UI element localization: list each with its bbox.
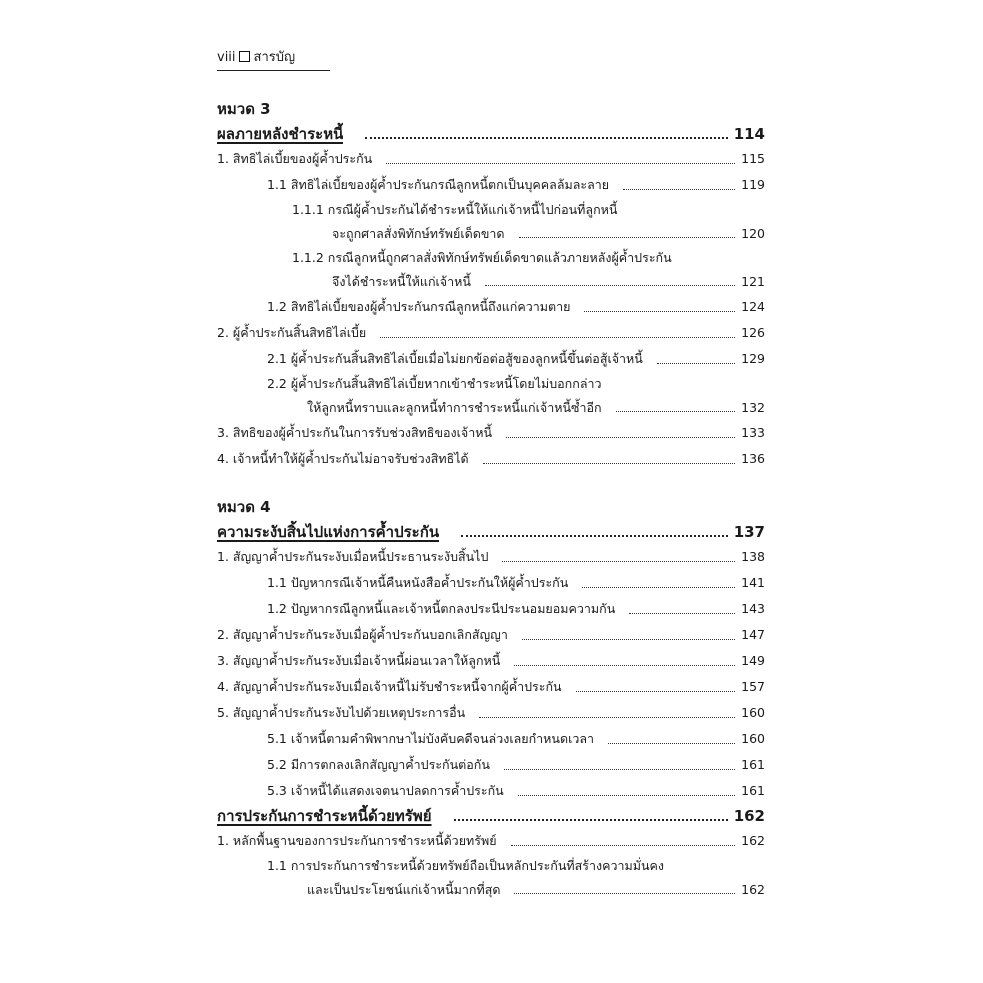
dot-leader [584,311,735,312]
toc-page-number: 132 [741,400,765,415]
toc-entry[interactable] [217,246,765,294]
dot-leader [514,893,735,894]
toc-page-number: 143 [741,601,765,616]
dot-leader [511,845,736,846]
toc-entry-title: 2. สัญญาค้ำประกันระงับเมื่อผู้ค้ำประกันบอกเลิกสัญญา [217,627,508,642]
dot-leader [502,561,735,562]
running-head-title: สารบัญ [253,50,296,65]
toc-entry[interactable] [217,828,765,854]
chapter-label: หมวด 3 [217,100,271,118]
toc-entry[interactable] [217,420,765,446]
dot-leader [485,285,735,286]
toc-heading[interactable] [217,122,765,146]
dot-leader [518,795,735,796]
dot-leader [657,363,735,364]
toc-entry-title-continued: จะถูกศาลสั่งพิทักษ์ทรัพย์เด็ดขาด [332,226,505,241]
toc-heading-title: ผลภายหลังชำระหนี้ [217,125,344,143]
toc-page-number: 124 [741,299,765,314]
toc-page-number: 129 [741,351,765,366]
toc-entry[interactable] [217,778,765,804]
toc-entry[interactable] [217,726,765,752]
toc-entry[interactable] [217,294,765,320]
toc-entry[interactable] [217,854,765,902]
toc-page-number: 162 [733,807,765,825]
toc-page-number: 147 [741,627,765,642]
toc-entry-title-continued: ให้ลูกหนี้ทราบและลูกหนี้ทำการชำระหนี้แก่เจ้าหนี้ซ้ำอีก [307,400,602,415]
toc-page-number: 137 [733,523,765,541]
toc-entry-title: 1.1.2 กรณีลูกหนี้ถูกศาลสั่งพิทักษ์ทรัพย์เด็ดขาดแล้วภายหลังผู้ค้ำประกัน [292,250,672,265]
toc-page-number: 161 [741,783,765,798]
toc-page-number: 138 [741,549,765,564]
dot-leader [623,189,735,190]
toc-entry-title: 1.1.1 กรณีผู้ค้ำประกันได้ชำระหนี้ให้แก่เจ้าหนี้ไปก่อนที่ลูกหนี้ [292,202,618,217]
dot-leader [514,665,735,666]
toc-entry[interactable] [217,198,765,246]
toc-heading-title: ความระงับสิ้นไปแห่งการค้ำประกัน [217,523,440,541]
toc-heading[interactable] [217,520,765,544]
toc-entry-title: 5. สัญญาค้ำประกันระงับไปด้วยเหตุประการอื่น [217,705,466,720]
dot-leader [506,437,735,438]
dot-leader [386,163,735,164]
toc-entry-title: 1.1 การประกันการชำระหนี้ด้วยทรัพย์ถือเป็นหลักประกันที่สร้างความมั่นคง [267,858,664,873]
toc-entry-title-continued: และเป็นประโยชน์แก่เจ้าหนี้มากที่สุด [307,882,501,897]
toc-entry[interactable] [217,320,765,346]
toc-section-chapter-3 [217,100,765,472]
table-of-contents [217,100,765,902]
toc-entry[interactable] [217,172,765,198]
toc-entry[interactable] [217,700,765,726]
toc-entry[interactable] [217,372,765,420]
running-head [217,50,330,71]
toc-page-number: 114 [733,125,765,143]
toc-entry-title: 1. สิทธิไล่เบี้ยของผู้ค้ำประกัน [217,151,373,166]
toc-page-number: 162 [741,882,765,897]
toc-page-number: 126 [741,325,765,340]
toc-entry[interactable] [217,346,765,372]
toc-entry[interactable] [217,674,765,700]
toc-page-number: 119 [741,177,765,192]
toc-entry-title: 2.1 ผู้ค้ำประกันสิ้นสิทธิไล่เบี้ยเมื่อไม่ยกข้อต่อสู้ของลูกหนี้ขึ้นต่อสู้เจ้าหนี้ [267,351,643,366]
toc-page-number: 162 [741,833,765,848]
dot-leader [629,613,735,614]
toc-entry-title: 3. สิทธิของผู้ค้ำประกันในการรับช่วงสิทธิของเจ้าหนี้ [217,425,492,440]
toc-entry-title: 1. หลักพื้นฐานของการประกันการชำระหนี้ด้วยทรัพย์ [217,833,497,848]
toc-page-number: 161 [741,757,765,772]
toc-entry[interactable] [217,752,765,778]
toc-page-number: 136 [741,451,765,466]
toc-page-number: 133 [741,425,765,440]
toc-page-number: 115 [741,151,765,166]
dot-leader [454,819,728,821]
toc-page-number: 149 [741,653,765,668]
square-bullet-icon [239,51,250,62]
toc-page-number: 121 [741,274,765,289]
chapter-label: หมวด 4 [217,498,271,516]
toc-entry-title-continued: จึงได้ชำระหนี้ให้แก่เจ้าหนี้ [332,274,471,289]
toc-entry-title: 2.2 ผู้ค้ำประกันสิ้นสิทธิไล่เบี้ยหากเข้าชำระหนี้โดยไม่บอกกล่าว [267,376,602,391]
toc-entry-title: 5.2 มีการตกลงเลิกสัญญาค้ำประกันต่อกัน [267,757,490,772]
toc-entry[interactable] [217,596,765,622]
toc-entry[interactable] [217,648,765,674]
toc-page-number: 160 [741,731,765,746]
toc-entry-title: 3. สัญญาค้ำประกันระงับเมื่อเจ้าหนี้ผ่อนเวลาให้ลูกหนี้ [217,653,501,668]
toc-entry-title: 2. ผู้ค้ำประกันสิ้นสิทธิไล่เบี้ย [217,325,367,340]
toc-section-chapter-4 [217,498,765,902]
toc-entry[interactable] [217,544,765,570]
toc-page-number: 157 [741,679,765,694]
dot-leader [380,337,735,338]
toc-page-number: 120 [741,226,765,241]
dot-leader [519,237,736,238]
toc-heading-title: การประกันการชำระหนี้ด้วยทรัพย์ [217,807,432,825]
dot-leader [461,535,728,537]
toc-entry-title: 5.3 เจ้าหนี้ได้แสดงเจตนาปลดการค้ำประกัน [267,783,504,798]
dot-leader [616,411,736,412]
dot-leader [504,769,735,770]
toc-entry-title: 1.1 สิทธิไล่เบี้ยของผู้ค้ำประกันกรณีลูกหนี้ตกเป็นบุคคลล้มละลาย [267,177,610,192]
toc-entry-title: 4. สัญญาค้ำประกันระงับเมื่อเจ้าหนี้ไม่รับชำระหนี้จากผู้ค้ำประกัน [217,679,562,694]
toc-entry[interactable] [217,622,765,648]
toc-entry[interactable] [217,446,765,472]
toc-page-number: 160 [741,705,765,720]
dot-leader [582,587,735,588]
toc-entry-title: 4. เจ้าหนี้ทำให้ผู้ค้ำประกันไม่อาจรับช่วงสิทธิได้ [217,451,469,466]
running-head-page-number: viii [217,50,236,65]
toc-entry-title: 1. สัญญาค้ำประกันระงับเมื่อหนี้ประธานระงับสิ้นไป [217,549,489,564]
dot-leader [479,717,735,718]
toc-entry-title: 1.1 ปัญหากรณีเจ้าหนี้คืนหนังสือค้ำประกันให้ผู้ค้ำประกัน [267,575,569,590]
toc-entry[interactable] [217,146,765,172]
toc-page-number: 141 [741,575,765,590]
dot-leader [483,463,736,464]
dot-leader [522,639,735,640]
dot-leader [365,137,727,139]
dot-leader [608,743,735,744]
toc-heading[interactable] [217,804,765,828]
toc-entry-title: 1.2 ปัญหากรณีลูกหนี้และเจ้าหนี้ตกลงประนีประนอมยอมความกัน [267,601,616,616]
toc-entry-title: 5.1 เจ้าหนี้ตามคำพิพากษาไม่บังคับคดีจนล่วงเลยกำหนดเวลา [267,731,595,746]
toc-entry-title: 1.2 สิทธิไล่เบี้ยของผู้ค้ำประกันกรณีลูกหนี้ถึงแก่ความตาย [267,299,571,314]
toc-entry[interactable] [217,570,765,596]
dot-leader [576,691,736,692]
